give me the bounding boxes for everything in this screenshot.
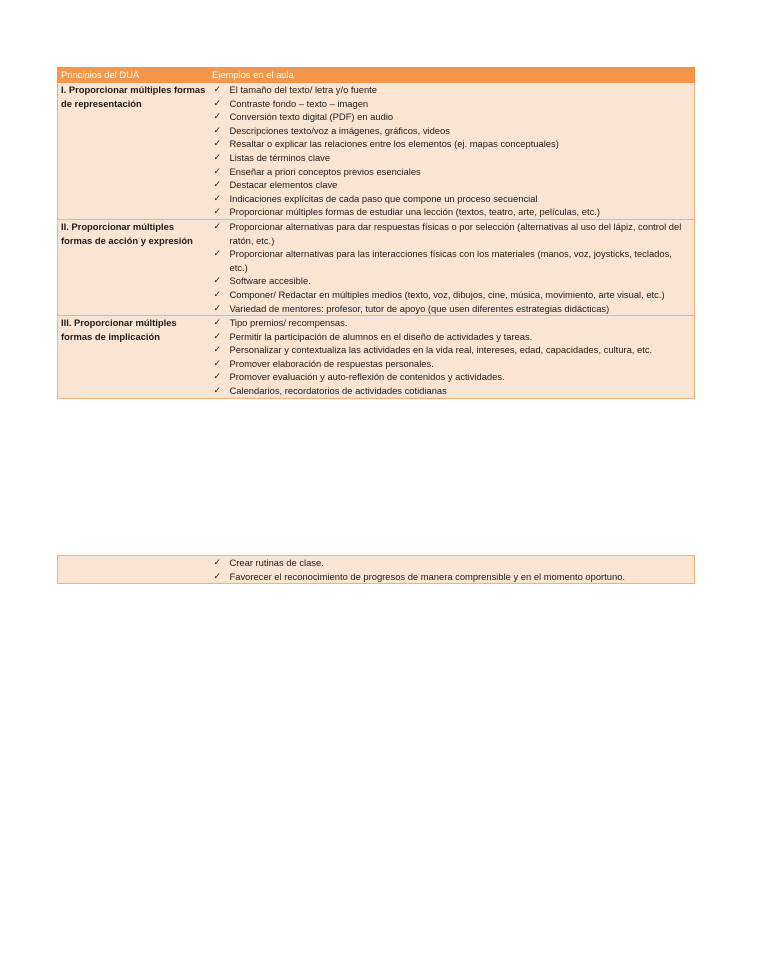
checkmark-icon: ✓ [213, 275, 222, 286]
list-item [212, 302, 692, 316]
checkmark-icon: ✓ [213, 570, 222, 581]
examples-cell [209, 83, 695, 220]
list-item [212, 165, 692, 179]
checkmark-icon: ✓ [213, 317, 222, 328]
examples-cell [209, 556, 695, 584]
list-item-text: Promover elaboración de respuestas personales. [229, 357, 434, 369]
list-item-text: Contraste fondo – texto – imagen [229, 97, 369, 109]
table-row [58, 83, 695, 220]
list-item-text: Proporcionar múltiples formas de estudiar una lección (textos, teatro, arte, películas, etc.) [229, 206, 600, 218]
header-principles: Principios del DUA [58, 68, 209, 83]
list-item-text: Enseñar a priori conceptos previos esenciales [229, 165, 421, 177]
checkmark-icon: ✓ [213, 165, 222, 176]
table-row [58, 556, 695, 584]
principle-representation: I. Proporcionar múltiples formas de representación [58, 83, 209, 220]
list-item [212, 274, 692, 288]
list-item-text: Tipo premios/ recompensas. [229, 317, 348, 329]
list-item-text: Resaltar o explicar las relaciones entre los elementos (ej. mapas conceptuales) [229, 138, 559, 150]
list-item [212, 370, 692, 384]
list-item [212, 124, 692, 138]
list-item [212, 330, 692, 344]
list-item [212, 220, 692, 247]
checkmark-icon: ✓ [213, 179, 222, 190]
checkmark-icon: ✓ [213, 288, 222, 299]
examples-cell [209, 316, 695, 399]
table-row [58, 316, 695, 399]
checkmark-icon: ✓ [213, 97, 222, 108]
list-item-text: Descripciones texto/voz a imágenes, gráficos, videos [229, 124, 450, 136]
checkmark-icon: ✓ [213, 151, 222, 162]
list-item [212, 556, 692, 570]
list-item-text: Destacar elementos clave [229, 179, 338, 191]
list-item [212, 137, 692, 151]
list-item-text: Listas de términos clave [229, 151, 331, 163]
list-item-text: Calendarios, recordatorios de actividades cotidianas [229, 385, 447, 397]
checkmark-icon: ✓ [213, 557, 222, 567]
dua-table [57, 67, 695, 399]
examples-list [212, 556, 692, 583]
checkmark-icon: ✓ [213, 371, 222, 382]
checkmark-icon: ✓ [213, 84, 222, 94]
list-item [212, 151, 692, 165]
examples-cell [209, 219, 695, 315]
table-row [58, 219, 695, 315]
checkmark-icon: ✓ [213, 357, 222, 368]
dua-table-continuation [57, 555, 695, 584]
list-item [212, 316, 692, 330]
list-item-text: Componer/ Redactar en múltiples medios (texto, voz, dibujos, cine, música, movimiento, arte visual, etc.) [229, 288, 665, 300]
list-item-text: Proporcionar alternativas para dar respuestas físicas o por selección (alternativas al uso del lápiz, control del ratón, etc.) [229, 220, 682, 246]
checkmark-icon: ✓ [213, 248, 222, 259]
list-item-text: Personalizar y contextualiza las actividades en la vida real, intereses, edad, capacidades, cultura, etc. [229, 344, 653, 356]
list-item [212, 384, 692, 398]
list-item-text: Promover evaluación y auto-reflexión de contenidos y actividades. [229, 371, 505, 383]
principle-action-expression: II. Proporcionar múltiples formas de acción y expresión [58, 219, 209, 315]
table-header-row [58, 68, 695, 83]
list-item [212, 288, 692, 302]
list-item-text: Crear rutinas de clase. [229, 557, 324, 568]
checkmark-icon: ✓ [213, 192, 222, 203]
examples-list [212, 83, 692, 219]
list-item [212, 205, 692, 219]
checkmark-icon: ✓ [213, 344, 222, 355]
checkmark-icon: ✓ [213, 330, 222, 341]
list-item [212, 357, 692, 371]
list-item [212, 97, 692, 111]
list-item [212, 192, 692, 206]
examples-list [212, 316, 692, 398]
checkmark-icon: ✓ [213, 206, 222, 217]
checkmark-icon: ✓ [213, 111, 222, 122]
list-item-text: Permitir la participación de alumnos en el diseño de actividades y tareas. [229, 330, 533, 342]
list-item [212, 110, 692, 124]
list-item [212, 247, 692, 274]
list-item [212, 570, 692, 584]
list-item-text: Variedad de mentores: profesor, tutor de apoyo (que usen diferentes estrategias didácticas) [229, 302, 610, 314]
list-item-text: El tamaño del texto/ letra y/o fuente [229, 84, 377, 95]
header-examples: Ejemplos en el aula [209, 68, 695, 83]
list-item-text: Favorecer el reconocimiento de progresos de manera comprensible y en el momento oportuno. [229, 570, 626, 582]
checkmark-icon: ✓ [213, 385, 222, 396]
empty-principle-cell [58, 556, 209, 584]
principle-engagement: III. Proporcionar múltiples formas de implicación [58, 316, 209, 399]
list-item [212, 343, 692, 357]
list-item-text: Conversión texto digital (PDF) en audio [229, 111, 394, 123]
checkmark-icon: ✓ [213, 124, 222, 135]
list-item-text: Software accesible. [229, 275, 311, 287]
list-item [212, 178, 692, 192]
checkmark-icon: ✓ [213, 138, 222, 149]
examples-list [212, 220, 692, 315]
checkmark-icon: ✓ [213, 302, 222, 313]
list-item-text: Indicaciones explícitas de cada paso que compone un proceso secuencial [229, 192, 538, 204]
list-item [212, 83, 692, 97]
list-item-text: Proporcionar alternativas para las interacciones físicas con los materiales (manos, voz, joysticks, teclados, etc.) [229, 248, 672, 273]
checkmark-icon: ✓ [213, 220, 222, 231]
